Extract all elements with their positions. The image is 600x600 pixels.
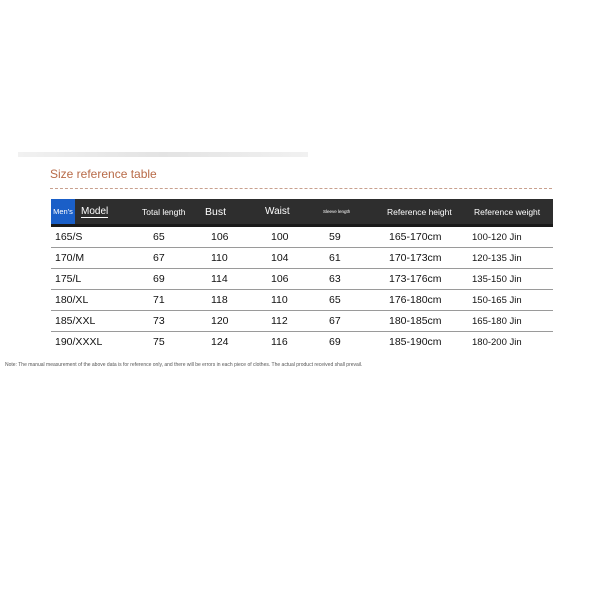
cell-bust: 118 bbox=[197, 290, 257, 311]
table-row bbox=[51, 332, 553, 353]
table-row bbox=[51, 226, 553, 248]
cell-total-length: 69 bbox=[139, 269, 197, 290]
cell-sleeve-length: 65 bbox=[315, 290, 383, 311]
cell-sleeve-length: 67 bbox=[315, 311, 383, 332]
cell-sleeve-length: 61 bbox=[315, 248, 383, 269]
table-row bbox=[51, 269, 553, 290]
cell-reference-height: 173-176cm bbox=[383, 269, 468, 290]
cell-waist: 110 bbox=[257, 290, 315, 311]
header-bust: Bust bbox=[197, 199, 257, 226]
header-reference-height: Reference height bbox=[383, 199, 468, 226]
header-model-label: Model bbox=[81, 206, 109, 217]
decorative-top-rule bbox=[18, 152, 308, 157]
cell-model: 175/L bbox=[51, 269, 139, 290]
cell-sleeve-length: 63 bbox=[315, 269, 383, 290]
cell-bust: 114 bbox=[197, 269, 257, 290]
table-row bbox=[51, 290, 553, 311]
cell-reference-weight: 180-200 Jin bbox=[472, 336, 522, 348]
header-sleeve-length: Sleeve length bbox=[315, 199, 383, 226]
table-header-row bbox=[51, 199, 553, 226]
cell-reference-height: 180-185cm bbox=[383, 311, 468, 332]
cell-waist: 106 bbox=[257, 269, 315, 290]
cell-model: 180/XL bbox=[51, 290, 139, 311]
cell-model: 170/M bbox=[51, 248, 139, 269]
header-model bbox=[75, 199, 139, 226]
cell-total-length: 71 bbox=[139, 290, 197, 311]
table-row bbox=[51, 248, 553, 269]
cell-total-length: 75 bbox=[153, 336, 165, 348]
cell-total-length: 73 bbox=[139, 311, 197, 332]
cell-reference-height: 185-190cm bbox=[389, 336, 442, 348]
header-waist: Waist bbox=[257, 199, 315, 226]
cell-reference-height: 176-180cm bbox=[383, 290, 468, 311]
cell-sleeve-length: 59 bbox=[315, 226, 383, 248]
disclaimer-note: Note: The manual measurement of the above data is for reference only, and there will be errors in each piece of clothes. The actual product received shall prevail. bbox=[5, 362, 363, 368]
cell-bust: 106 bbox=[197, 226, 257, 248]
cell-model: 185/XXL bbox=[51, 311, 139, 332]
cell-model: 165/S bbox=[51, 226, 139, 248]
cell-reference-weight: 135-150 Jin bbox=[468, 269, 553, 290]
header-total-length: Total length bbox=[139, 199, 197, 226]
table-row bbox=[51, 311, 553, 332]
cell-bust: 110 bbox=[197, 248, 257, 269]
size-table bbox=[51, 199, 553, 352]
cell-bust: 120 bbox=[197, 311, 257, 332]
cell-waist: 100 bbox=[257, 226, 315, 248]
cell-sleeve-length: 69 bbox=[329, 336, 341, 348]
cell-waist: 112 bbox=[257, 311, 315, 332]
header-reference-weight: Reference weight bbox=[468, 199, 553, 226]
cell-reference-height: 170-173cm bbox=[383, 248, 468, 269]
cell-waist: 104 bbox=[257, 248, 315, 269]
cell-reference-weight: 150-165 Jin bbox=[468, 290, 553, 311]
cell-reference-weight: 165-180 Jin bbox=[468, 311, 553, 332]
cell-reference-weight: 100-120 Jin bbox=[468, 226, 553, 248]
header-group: Men's bbox=[51, 199, 75, 226]
cell-reference-weight: 120-135 Jin bbox=[468, 248, 553, 269]
cell-waist: 116 bbox=[271, 336, 288, 348]
page-title: Size reference table bbox=[50, 167, 157, 181]
cell-model: 190/XXXL bbox=[55, 336, 103, 348]
cell-total-length: 65 bbox=[139, 226, 197, 248]
cell-total-length: 67 bbox=[139, 248, 197, 269]
title-divider bbox=[50, 188, 552, 189]
cell-reference-height: 165-170cm bbox=[383, 226, 468, 248]
cell-bust: 124 bbox=[211, 336, 229, 348]
